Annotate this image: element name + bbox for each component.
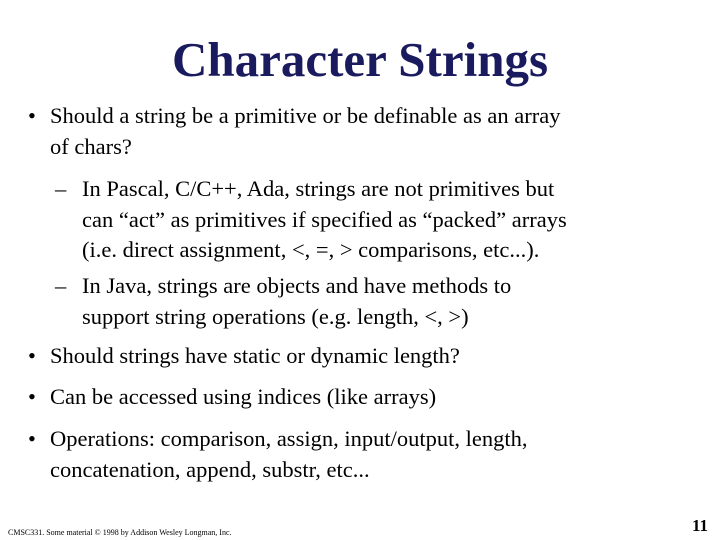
slide-footer: CMSC331. Some material © 1998 by Addison Wesley Longman, Inc. — [8, 528, 232, 537]
bullet-text-line: In Java, strings are objects and have methods to — [82, 273, 512, 298]
bullet-text-line: concatenation, append, substr, etc... — [50, 456, 370, 482]
bullet-item — [28, 424, 528, 485]
bullet-text-line: of chars? — [50, 133, 132, 159]
bullet-item — [28, 341, 460, 372]
bullet-marker: • — [28, 426, 36, 451]
sub-bullet-item — [55, 271, 512, 332]
bullet-marker: • — [28, 103, 36, 128]
bullet-item — [28, 382, 437, 413]
bullet-text-line: Can be accessed using indices (like arrays) — [50, 384, 437, 409]
bullet-text-line: Operations: comparison, assign, input/output, length, — [50, 426, 528, 451]
slide-title: Character Strings — [171, 32, 549, 87]
bullet-text-line: can “act” as primitives if specified as “packed” arrays — [82, 206, 567, 232]
bullet-text-line: Should strings have static or dynamic length? — [50, 343, 460, 368]
bullet-item — [28, 101, 561, 162]
bullet-text-line: support string operations (e.g. length, <, >) — [82, 303, 469, 329]
sub-bullet-item — [55, 174, 567, 266]
bullet-marker: • — [28, 343, 36, 368]
bullet-text-line: In Pascal, C/C++, Ada, strings are not primitives but — [82, 176, 555, 201]
bullet-text-line: Should a string be a primitive or be definable as an array — [50, 103, 561, 128]
bullet-marker: • — [28, 384, 36, 409]
sub-bullet-marker: – — [55, 273, 67, 298]
bullet-text-line: (i.e. direct assignment, <, =, > comparisons, etc...). — [82, 237, 540, 262]
sub-bullet-marker: – — [55, 176, 67, 201]
page-number: 11 — [691, 516, 708, 535]
